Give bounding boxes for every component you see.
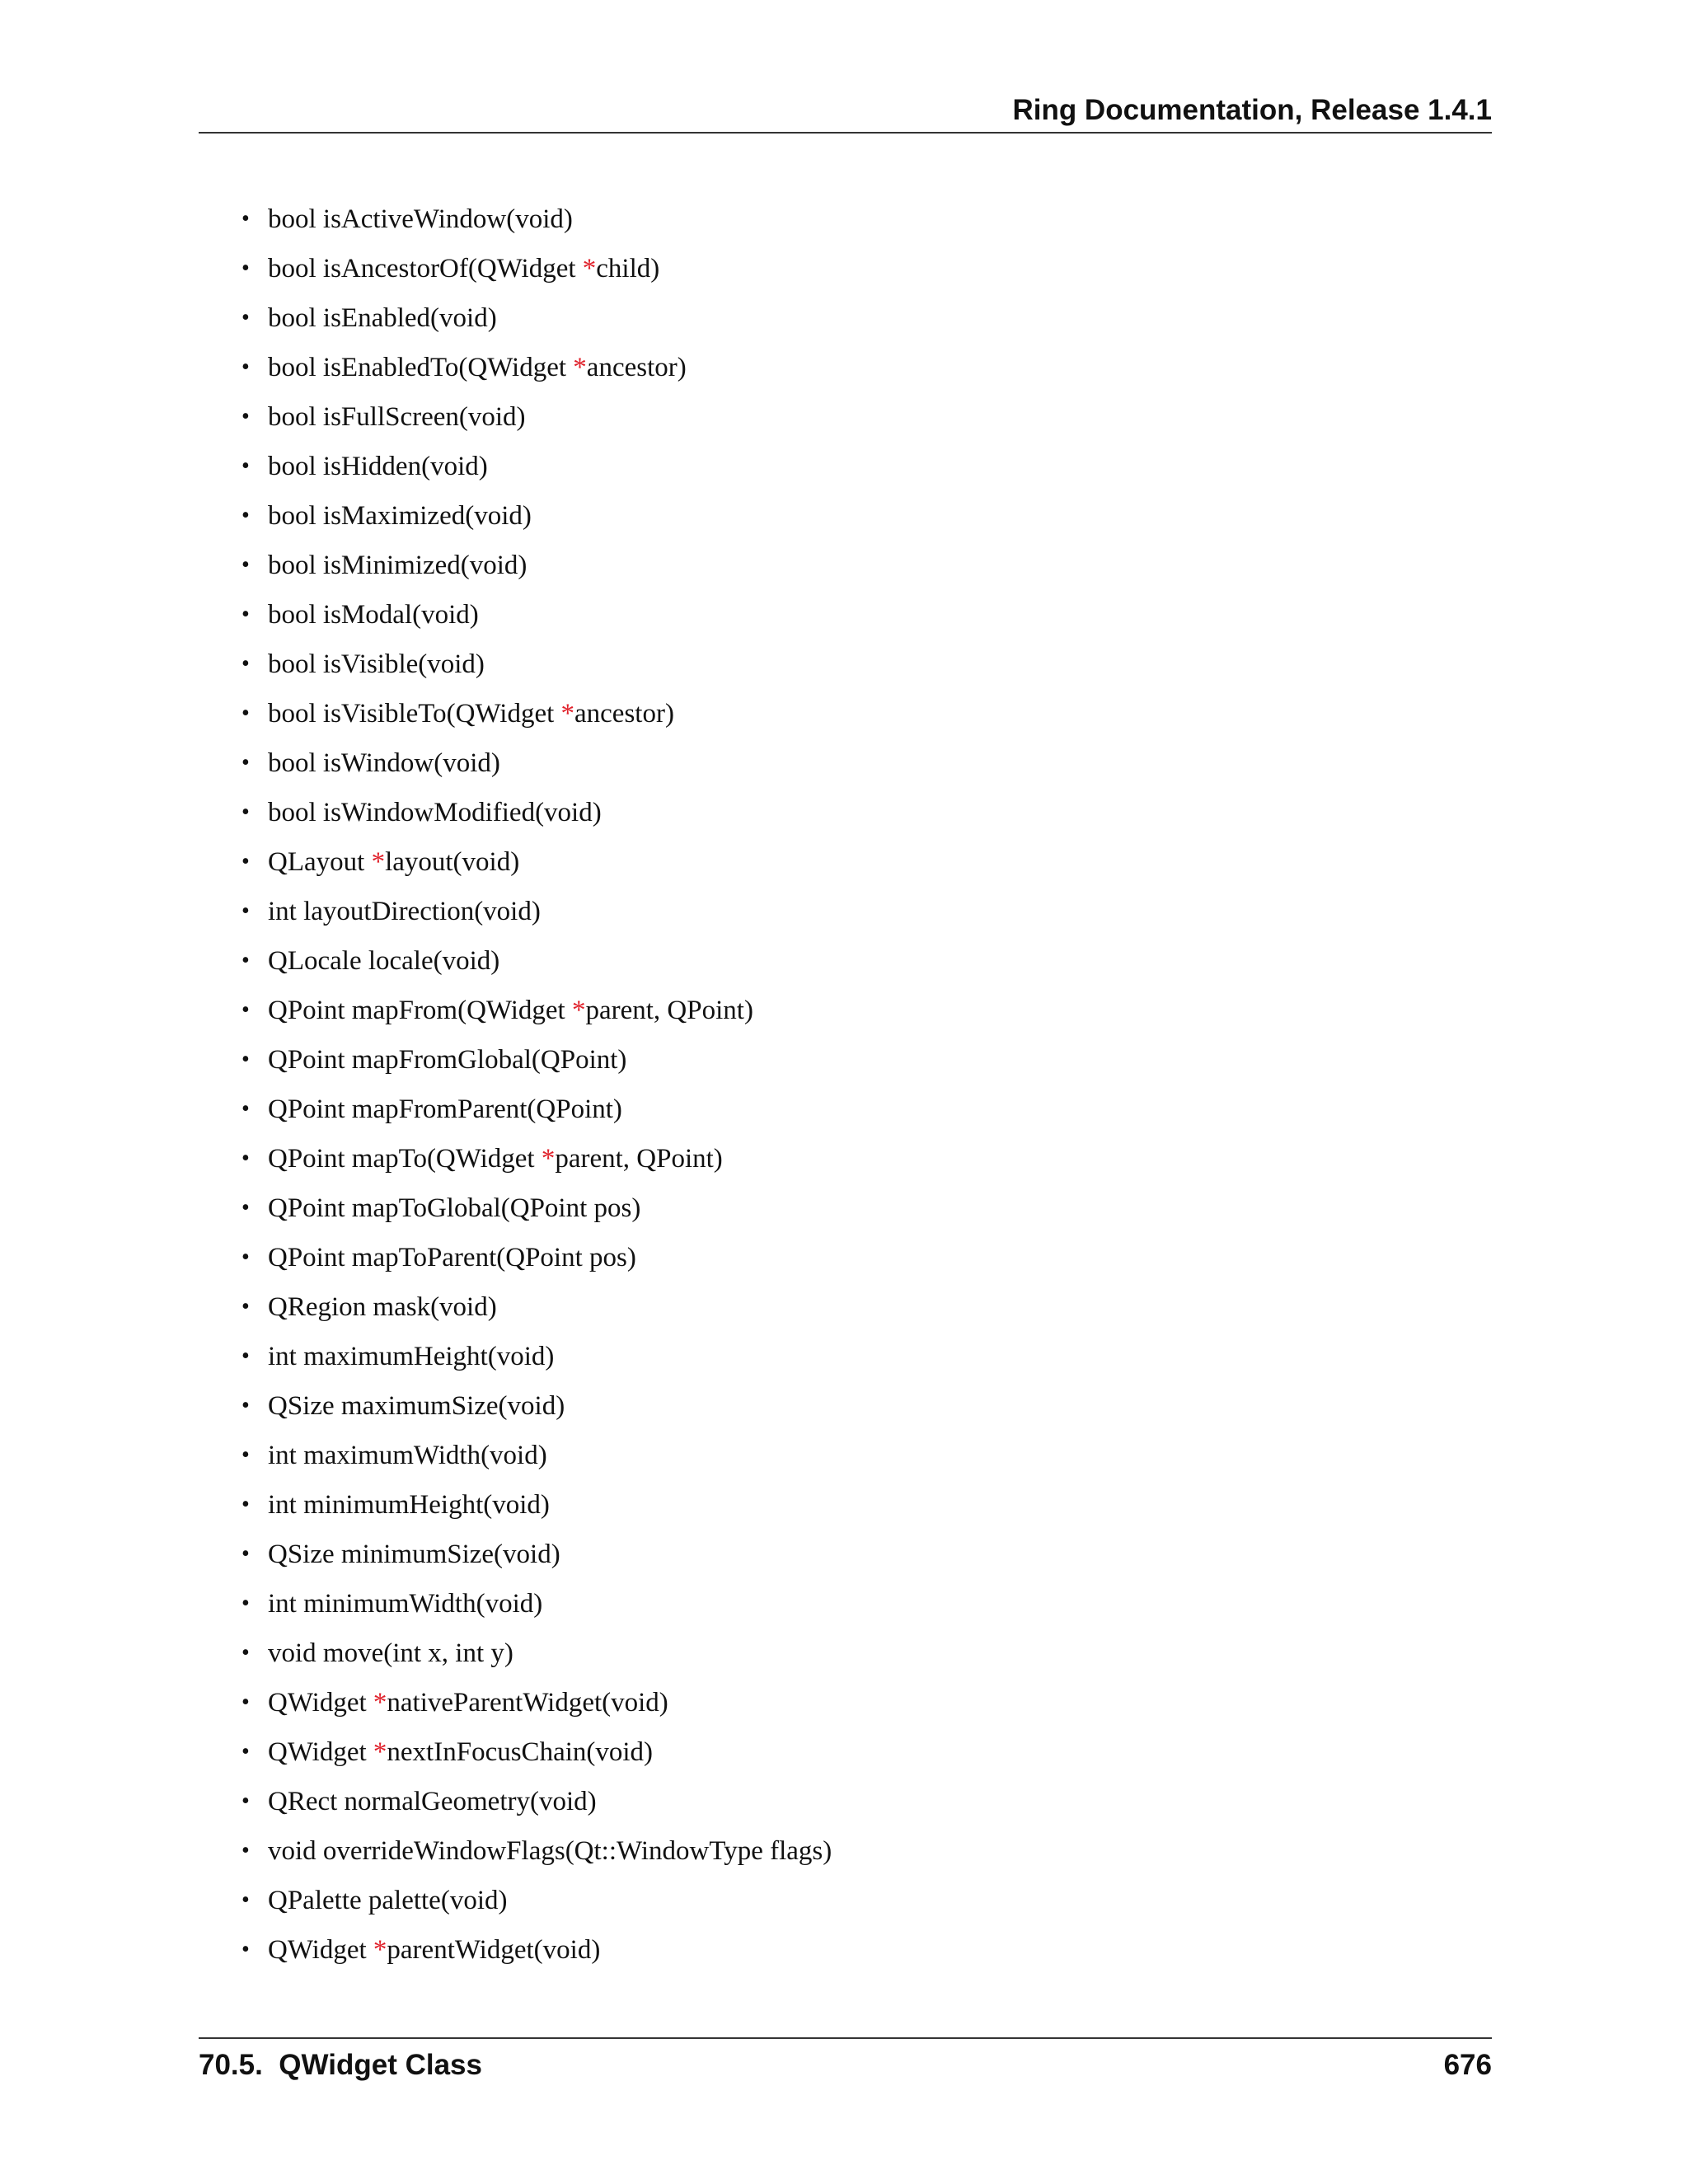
bullet-icon: • [241, 701, 250, 726]
signature-text: QPoint mapFromParent(QPoint) [268, 1094, 622, 1124]
page-footer [199, 2037, 1492, 2088]
method-signature [268, 1085, 622, 1134]
signature-text: bool isModal(void) [268, 600, 479, 630]
bullet-icon: • [241, 1442, 250, 1468]
method-signature [268, 936, 499, 986]
method-signature [268, 1480, 550, 1530]
bullet-icon: • [241, 255, 250, 281]
signature-text: bool isMaximized(void) [268, 501, 532, 531]
signature-text: child) [596, 254, 660, 284]
page-number: 676 [1443, 2049, 1492, 2081]
signature-text: nextInFocusChain(void) [387, 1737, 654, 1767]
signature-text: ancestor) [574, 699, 674, 729]
signature-text: QLayout [268, 847, 372, 877]
method-signature [268, 590, 479, 640]
signature-text: int minimumWidth(void) [268, 1589, 543, 1619]
signature-text: parent, QPoint) [555, 1144, 723, 1174]
method-signature [268, 244, 659, 293]
signature-text: bool isAncestorOf(QWidget [268, 254, 583, 284]
signature-text: parentWidget(void) [387, 1935, 601, 1965]
pointer-asterisk: * [582, 254, 597, 284]
method-signature [268, 1381, 565, 1431]
bullet-icon: • [241, 1244, 250, 1270]
bullet-icon: • [241, 1887, 250, 1913]
pointer-asterisk: * [573, 353, 587, 382]
bullet-icon: • [241, 1937, 250, 1962]
signature-text: QPoint mapFrom(QWidget [268, 996, 572, 1025]
method-signature [268, 392, 526, 442]
method-signature [268, 1727, 653, 1777]
pointer-asterisk: * [560, 699, 575, 729]
bullet-icon: • [241, 404, 250, 429]
signature-text: nativeParentWidget(void) [387, 1688, 668, 1718]
bullet-icon: • [241, 799, 250, 825]
signature-text: parent, QPoint) [585, 996, 753, 1025]
method-signature [268, 887, 541, 936]
method-signature [268, 1332, 554, 1381]
signature-text: QPoint mapFromGlobal(QPoint) [268, 1045, 627, 1075]
signature-text: QLocale locale(void) [268, 946, 500, 976]
bullet-icon: • [241, 1343, 250, 1369]
signature-text: int maximumWidth(void) [268, 1441, 547, 1470]
bullet-icon: • [241, 750, 250, 776]
signature-text: bool isFullScreen(void) [268, 402, 526, 432]
method-signature [268, 1431, 547, 1480]
signature-text: ancestor) [586, 353, 687, 382]
bullet-icon: • [241, 1591, 250, 1616]
signature-text: QSize maximumSize(void) [268, 1391, 565, 1421]
method-signature [268, 1134, 723, 1183]
bullet-icon: • [241, 898, 250, 924]
method-signature [268, 1678, 668, 1727]
pointer-asterisk: * [373, 1688, 387, 1718]
pointer-asterisk: * [371, 847, 386, 877]
signature-text: bool isEnabled(void) [268, 303, 497, 333]
signature-text: QPoint mapTo(QWidget [268, 1144, 542, 1174]
method-signature [268, 1826, 832, 1876]
bullet-icon: • [241, 453, 250, 479]
method-signature [268, 194, 573, 244]
bullet-icon: • [241, 305, 250, 330]
bullet-icon: • [241, 354, 250, 380]
method-signature [268, 343, 687, 392]
signature-text: QWidget [268, 1935, 373, 1965]
signature-text: QSize minimumSize(void) [268, 1540, 560, 1569]
method-signature [268, 640, 485, 689]
pointer-asterisk: * [571, 996, 586, 1025]
bullet-icon: • [241, 1788, 250, 1814]
method-signature [268, 837, 519, 887]
method-signature [268, 1530, 560, 1579]
method-signature [268, 293, 497, 343]
signature-text: layout(void) [385, 847, 520, 877]
signature-text: void move(int x, int y) [268, 1638, 513, 1668]
signature-text: bool isWindowModified(void) [268, 798, 602, 827]
bullet-icon: • [241, 602, 250, 627]
signature-text: int layoutDirection(void) [268, 897, 541, 926]
bullet-icon: • [241, 1146, 250, 1171]
page-header [199, 89, 1492, 134]
signature-text: bool isMinimized(void) [268, 551, 528, 580]
method-signature [268, 689, 674, 738]
signature-text: bool isVisible(void) [268, 649, 485, 679]
method-signature [268, 788, 602, 837]
signature-text: bool isEnabledTo(QWidget [268, 353, 574, 382]
method-signature [268, 1579, 542, 1629]
signature-text: QPoint mapToGlobal(QPoint pos) [268, 1193, 641, 1223]
bullet-icon: • [241, 206, 250, 232]
method-signature [268, 541, 527, 590]
method-signature [268, 1183, 640, 1233]
method-signature [268, 1777, 597, 1826]
signature-text: QRect normalGeometry(void) [268, 1787, 597, 1816]
signature-text: bool isVisibleTo(QWidget [268, 699, 561, 729]
section-title: 70.5. QWidget Class [199, 2049, 482, 2081]
pointer-asterisk: * [373, 1935, 387, 1965]
bullet-icon: • [241, 651, 250, 677]
method-signature [268, 1035, 626, 1085]
bullet-icon: • [241, 1838, 250, 1863]
method-signature [268, 442, 488, 491]
method-signature [268, 1925, 600, 1975]
bullet-icon: • [241, 1294, 250, 1319]
signature-text: bool isActiveWindow(void) [268, 204, 573, 234]
signature-text: QWidget [268, 1688, 373, 1718]
signature-text: void overrideWindowFlags(Qt::WindowType flags) [268, 1836, 832, 1866]
bullet-icon: • [241, 1047, 250, 1072]
method-signature [268, 1629, 513, 1678]
signature-text: QRegion mask(void) [268, 1292, 497, 1322]
bullet-icon: • [241, 1195, 250, 1221]
signature-text: QPalette palette(void) [268, 1886, 508, 1915]
document-title: Ring Documentation, Release 1.4.1 [1012, 94, 1492, 126]
method-signature [268, 738, 500, 788]
bullet-icon: • [241, 1541, 250, 1567]
method-signature [268, 1233, 636, 1282]
bullet-icon: • [241, 1393, 250, 1418]
bullet-icon: • [241, 1096, 250, 1122]
bullet-icon: • [241, 849, 250, 874]
bullet-icon: • [241, 1640, 250, 1666]
method-signature [268, 491, 532, 541]
pointer-asterisk: * [541, 1144, 556, 1174]
bullet-icon: • [241, 503, 250, 528]
signature-text: QPoint mapToParent(QPoint pos) [268, 1243, 636, 1272]
pointer-asterisk: * [373, 1737, 387, 1767]
signature-text: int minimumHeight(void) [268, 1490, 550, 1520]
bullet-icon: • [241, 1492, 250, 1517]
signature-text: QWidget [268, 1737, 373, 1767]
bullet-icon: • [241, 1690, 250, 1715]
bullet-icon: • [241, 1739, 250, 1765]
signature-text: int maximumHeight(void) [268, 1342, 555, 1371]
method-signature [268, 986, 753, 1035]
method-signature [268, 1282, 497, 1332]
signature-text: bool isWindow(void) [268, 748, 500, 778]
bullet-icon: • [241, 948, 250, 973]
bullet-icon: • [241, 997, 250, 1023]
bullet-icon: • [241, 552, 250, 578]
method-signature [268, 1876, 507, 1925]
signature-text: bool isHidden(void) [268, 452, 488, 481]
